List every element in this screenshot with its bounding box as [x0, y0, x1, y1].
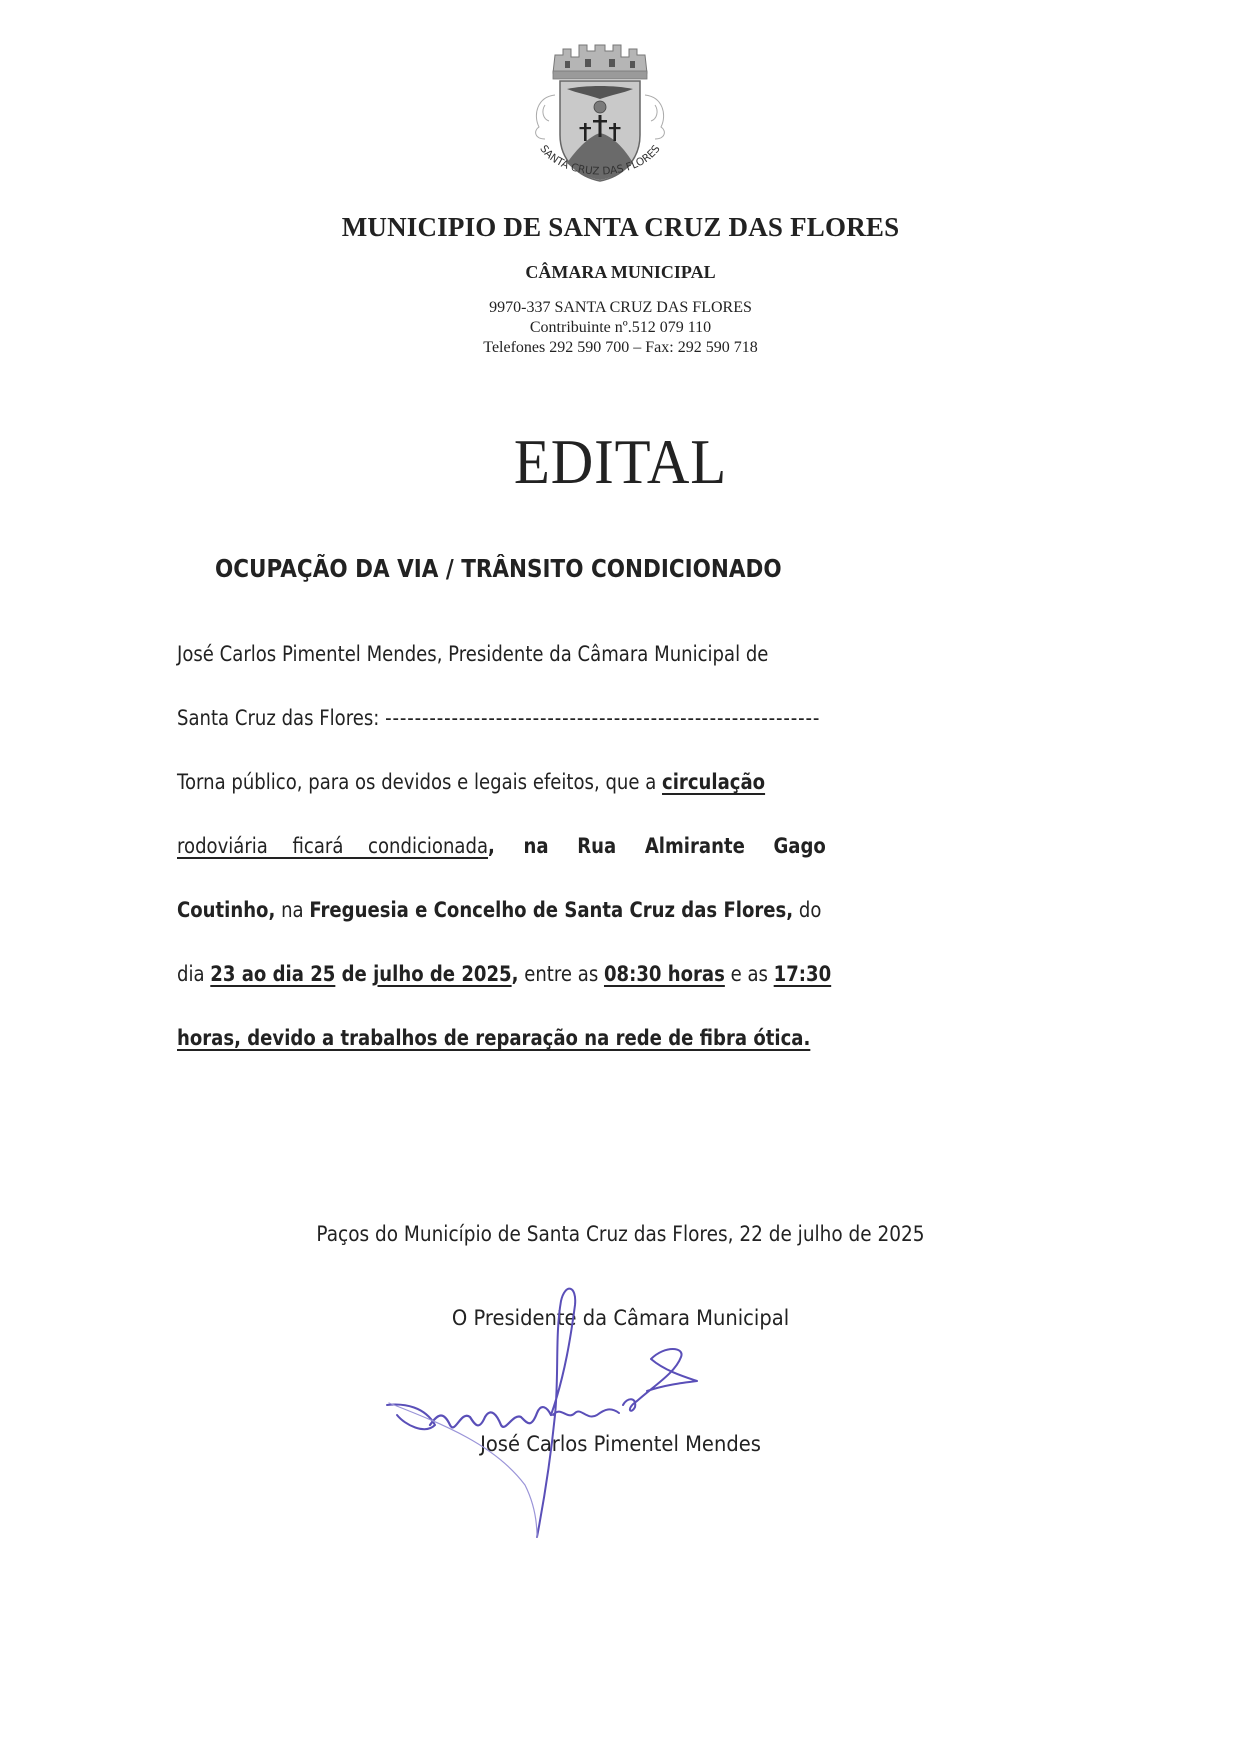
crest-ribbon-text: SANTA CRUZ DAS FLORES [537, 143, 663, 178]
body-line-4 [177, 834, 1035, 868]
body-text: entre as [518, 962, 604, 986]
council-name: CÂMARA MUNICIPAL [525, 262, 716, 282]
body-text: José Carlos Pimentel Mendes, Presidente da Câmara Municipal de [177, 642, 769, 666]
dash-filler: ----------------------------------------------------------- [385, 706, 821, 730]
body-text: Torna público, para os devidos e legais efeitos, que a [177, 770, 663, 794]
start-time: 08:30 horas [603, 962, 725, 986]
municipal-crest-logo [515, 35, 685, 195]
body-text: do [793, 898, 822, 922]
document-subject: OCUPAÇÃO DA VIA / TRÂNSITO CONDICIONADO [215, 554, 782, 583]
body-line-6 [177, 962, 1035, 996]
document-title: EDITAL [513, 426, 728, 497]
emphasis-text: rodoviária ficará condicionada [177, 834, 489, 858]
signatory-role: O Presidente da Câmara Municipal [451, 1306, 790, 1330]
body-text: dia [177, 962, 211, 986]
body-text: , [488, 834, 495, 858]
body-line-2 [177, 706, 1035, 740]
parish-name: Freguesia e Concelho de Santa Cruz das Flores, [309, 898, 794, 922]
phone-fax: Telefones 292 590 700 – Fax: 292 590 718 [483, 339, 758, 356]
month-year: julho de 2025 [373, 962, 512, 986]
end-time: 17:30 [773, 962, 832, 986]
municipality-name: MUNICIPIO DE SANTA CRUZ DAS FLORES [341, 212, 900, 242]
reason-text: horas, devido a trabalhos de reparação na rede de fibra ótica. [177, 1026, 811, 1050]
street-name: Coutinho, [177, 898, 276, 922]
contact-block [0, 298, 1241, 358]
place-and-date: Paços do Município de Santa Cruz das Flores, 22 de julho de 2025 [316, 1222, 925, 1246]
street-name: na Rua Almirante Gago [494, 834, 826, 858]
emphasis-text: circulação [662, 770, 766, 794]
signatory-name: José Carlos Pimentel Mendes [480, 1432, 761, 1456]
body-text: de [335, 962, 374, 986]
body-line-7 [177, 1026, 1035, 1060]
taxpayer-number: Contribuinte nº.512 079 110 [529, 319, 712, 336]
address: 9970-337 SANTA CRUZ DAS FLORES [489, 299, 752, 316]
body-text: e as [724, 962, 774, 986]
body-line-3 [177, 770, 1035, 804]
date-range: 23 ao dia 25 [210, 962, 336, 986]
body-line-5 [177, 898, 1035, 932]
mural-crown-icon [553, 45, 647, 79]
body-text: Santa Cruz das Flores: [177, 706, 386, 730]
body-text: , [511, 962, 519, 986]
body-text: na [275, 898, 310, 922]
body-line-1 [177, 642, 1035, 676]
